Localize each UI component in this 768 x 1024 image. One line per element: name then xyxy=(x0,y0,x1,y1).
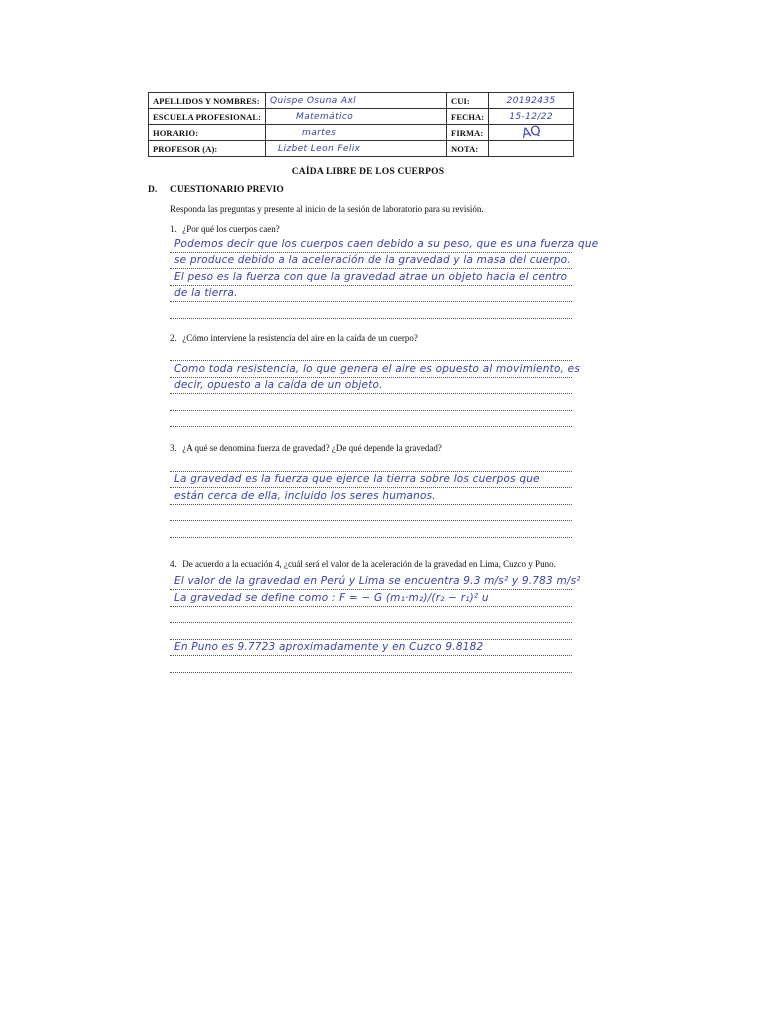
apellidos-value: Quispe Osuna Axl xyxy=(266,93,447,109)
answer-line xyxy=(170,590,572,607)
handwritten-answer: En Puno es 9.7723 aproximadamente y en Cuzco 9.8182 xyxy=(174,641,484,653)
signature: AQ xyxy=(520,123,542,142)
nota-value xyxy=(489,141,574,157)
section-heading xyxy=(148,185,588,195)
answer-line xyxy=(170,505,572,522)
answer-line xyxy=(170,640,572,657)
cui-value: 20192435 xyxy=(489,93,574,109)
fecha-value: 15-12/22 xyxy=(489,109,574,125)
answer-line xyxy=(170,236,599,253)
handwritten-answer: decir, opuesto a la caída de un objeto. xyxy=(174,379,383,391)
handwritten-answer: están cerca de ella, incluido los seres humanos. xyxy=(174,489,436,502)
worksheet xyxy=(148,92,599,673)
answer-line xyxy=(170,521,572,538)
answer-line xyxy=(170,455,572,472)
document-title: CAÍDA LIBRE DE LOS CUERPOS xyxy=(291,167,445,177)
info-row-4 xyxy=(149,141,574,157)
question-text: ¿A qué se denomina fuerza de gravedad? ¿De qué depende la gravedad? xyxy=(182,443,442,453)
question-text: ¿Cómo interviene la resistencia del aire en la caída de un cuerpo? xyxy=(182,332,418,343)
profesor-label: PROFESOR (A): xyxy=(149,141,266,157)
info-row-2 xyxy=(149,109,574,125)
handwritten-answer: El valor de la gravedad en Perú y Lima se encuentra 9.3 m/s² y 9.783 m/s² xyxy=(174,575,581,587)
question-3 xyxy=(170,443,588,453)
handwritten-answer: La gravedad se define como : F = − G (m₁·m₂)/(r₂ − r₁)² u xyxy=(174,591,489,604)
apellidos-label: APELLIDOS Y NOMBRES: xyxy=(149,93,266,109)
profesor-value: Lizbet Leon Felix xyxy=(266,141,447,157)
answer-line xyxy=(170,472,572,489)
answer-line xyxy=(170,378,572,395)
answer-lines-3 xyxy=(170,455,572,538)
answer-lines-2 xyxy=(170,345,580,428)
info-row-3 xyxy=(149,125,574,141)
cui-label: CUI: xyxy=(447,93,489,109)
answer-line xyxy=(170,574,581,591)
handwritten-answer: de la tierra. xyxy=(174,287,238,299)
fecha-label: FECHA: xyxy=(447,109,489,125)
answer-line xyxy=(170,656,572,673)
answer-line xyxy=(170,488,572,505)
handwritten-answer: se produce debido a la aceleración de la gravedad y la masa del cuerpo. xyxy=(174,254,571,266)
section-title: CUESTIONARIO PREVIO xyxy=(170,185,284,195)
escuela-label: ESCUELA PROFESIONAL: xyxy=(149,109,266,125)
answer-line xyxy=(170,286,572,303)
instructions: Responda las preguntas y presente al inicio de la sesión de laboratorio para su revisión. xyxy=(170,204,484,214)
firma-label: FIRMA: xyxy=(447,125,489,141)
answer-line xyxy=(170,345,572,362)
answer-lines-1 xyxy=(170,236,599,319)
answer-line xyxy=(170,269,572,286)
question-number: 3. xyxy=(170,443,177,453)
section-letter: D. xyxy=(148,185,158,195)
escuela-value: Matemático xyxy=(266,109,447,125)
handwritten-answer: El peso es la fuerza con que la gravedad atrae un objeto hacia el centro xyxy=(174,270,568,283)
answer-line xyxy=(170,394,572,411)
question-number: 2. xyxy=(170,332,177,343)
student-info-table xyxy=(148,92,574,157)
answer-line xyxy=(170,302,572,319)
question-4 xyxy=(170,556,590,572)
answer-line xyxy=(170,253,572,270)
answer-line xyxy=(170,623,572,640)
info-row-1 xyxy=(149,93,574,109)
nota-label: NOTA: xyxy=(447,141,489,157)
answer-line xyxy=(170,361,580,378)
handwritten-answer: Como toda resistencia, lo que genera el aire es opuesto al movimiento, es xyxy=(174,362,580,375)
question-2 xyxy=(170,333,588,343)
horario-value: martes xyxy=(266,125,447,141)
handwritten-answer: La gravedad es la fuerza que ejerce la tierra sobre los cuerpos que xyxy=(174,473,540,485)
answer-lines-4 xyxy=(170,574,581,673)
handwritten-answer: Podemos decir que los cuerpos caen debido a su peso, que es una fuerza que xyxy=(174,237,599,250)
firma-cell xyxy=(489,125,574,141)
question-number: 4. xyxy=(170,558,177,569)
question-number: 1. xyxy=(170,224,177,234)
question-text: De acuerdo a la ecuación 4, ¿cuál será el valor de la aceleración de la gravedad en Lima, Cuzco y Puno. xyxy=(182,558,556,569)
horario-label: HORARIO: xyxy=(149,125,266,141)
question-text: ¿Por qué los cuerpos caen? xyxy=(182,224,280,234)
answer-line xyxy=(170,607,572,624)
answer-line xyxy=(170,411,572,428)
question-1 xyxy=(170,224,588,234)
